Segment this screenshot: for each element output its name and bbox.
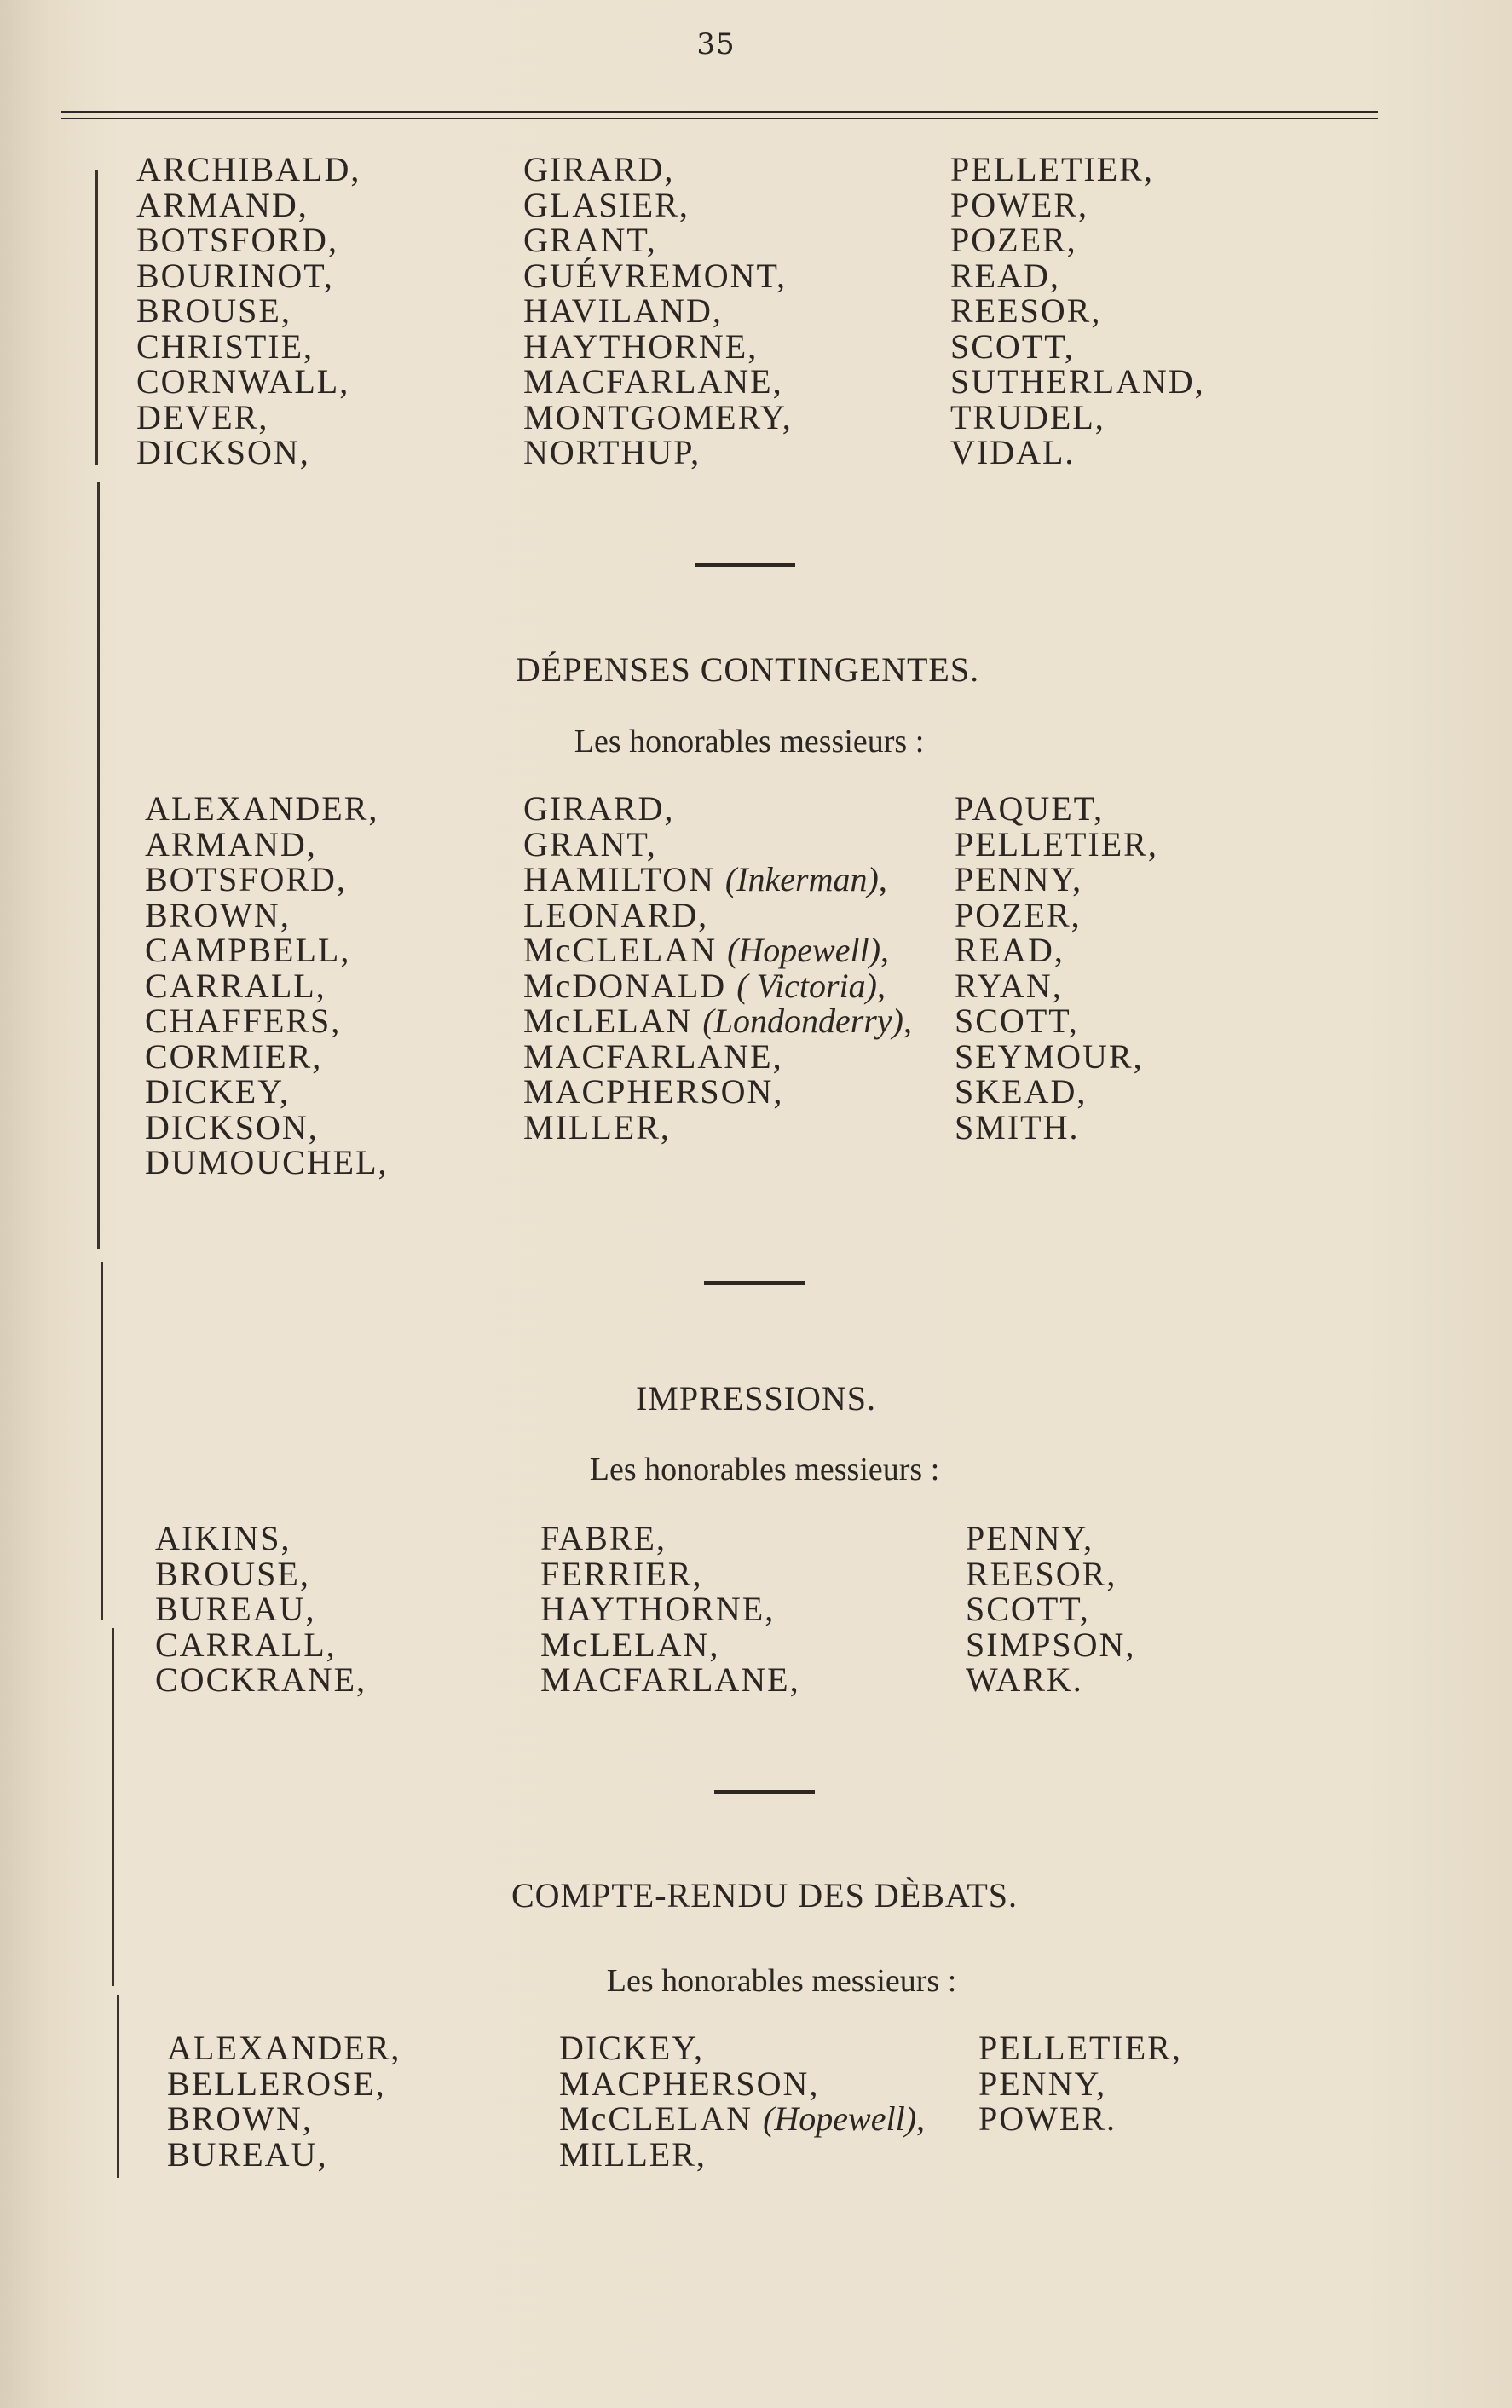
list-item: BOURINOT, bbox=[136, 256, 334, 295]
list-item: CORNWALL, bbox=[136, 362, 350, 401]
header-rule bbox=[61, 118, 1378, 119]
list-item bbox=[145, 791, 389, 827]
list-item: DEVER, bbox=[136, 397, 269, 436]
list-item bbox=[955, 933, 1158, 968]
member-name: ARMAND, bbox=[145, 824, 317, 863]
list-item: GUÉVREMONT, bbox=[523, 256, 788, 295]
list-item bbox=[540, 1662, 800, 1698]
constituency: ( Victoria) bbox=[736, 966, 877, 1005]
impressions-column-3 bbox=[966, 1521, 1135, 1698]
list-item bbox=[167, 2134, 401, 2174]
list-item bbox=[955, 1074, 1158, 1110]
member-name: DICKEY, bbox=[559, 2029, 704, 2067]
member-name: McDONALD bbox=[523, 966, 727, 1005]
member-name: POZER, bbox=[955, 895, 1082, 934]
list-item: BOTSFORD, bbox=[136, 221, 338, 259]
list-item bbox=[955, 1107, 1158, 1146]
list-item: READ, bbox=[950, 256, 1060, 295]
member-name: SIMPSON, bbox=[966, 1625, 1136, 1664]
list-item bbox=[145, 1145, 389, 1181]
list-item bbox=[167, 2101, 401, 2137]
list-item bbox=[523, 791, 914, 827]
list-item bbox=[167, 2066, 401, 2102]
header-rule bbox=[61, 111, 1378, 113]
list-item bbox=[955, 1003, 1158, 1039]
section-intro: Les honorables messieurs : bbox=[589, 1452, 940, 1487]
constituency: (Hopewell) bbox=[763, 2099, 917, 2138]
list-item bbox=[559, 2134, 926, 2174]
member-name: BOTSFORD, bbox=[145, 860, 347, 898]
list-item: REESOR, bbox=[950, 292, 1102, 330]
list-item bbox=[145, 824, 389, 863]
constituency: (Londonderry) bbox=[702, 1002, 903, 1040]
section-divider bbox=[695, 563, 795, 567]
list-item bbox=[955, 862, 1158, 898]
list-item: CHRISTIE, bbox=[136, 326, 314, 366]
member-name: SEYMOUR, bbox=[955, 1037, 1144, 1076]
list-item bbox=[540, 1521, 800, 1556]
member-name: WARK. bbox=[966, 1660, 1083, 1699]
depenses-column-1 bbox=[145, 791, 389, 1181]
list-item bbox=[167, 2030, 401, 2066]
member-name: PENNY, bbox=[978, 2064, 1107, 2103]
section-title-impressions: IMPRESSIONS. bbox=[635, 1379, 877, 1418]
member-name: McLELAN, bbox=[540, 1625, 720, 1664]
member-name: CORMIER, bbox=[145, 1037, 323, 1076]
member-name: HAMILTON bbox=[523, 860, 715, 898]
list-item: GRANT, bbox=[523, 221, 657, 259]
list-item bbox=[955, 791, 1158, 827]
top-names-column-2 bbox=[523, 152, 793, 471]
list-item bbox=[145, 1003, 389, 1039]
member-name: GIRARD, bbox=[523, 789, 675, 828]
list-item bbox=[145, 862, 389, 898]
depenses-column-3 bbox=[955, 791, 1158, 1145]
member-name: FERRIER, bbox=[540, 1554, 703, 1593]
member-name: CAMPBELL, bbox=[145, 931, 351, 969]
margin-rule bbox=[101, 1262, 103, 1620]
list-item bbox=[145, 1107, 389, 1146]
member-name: COCKRANE, bbox=[155, 1660, 367, 1699]
list-item bbox=[540, 1627, 800, 1663]
member-name: DUMOUCHEL, bbox=[145, 1143, 389, 1181]
member-name: BUREAU, bbox=[167, 2134, 328, 2174]
punctuation: , bbox=[903, 1002, 914, 1040]
member-name: SCOTT, bbox=[955, 1002, 1079, 1040]
member-name: SCOTT, bbox=[966, 1590, 1090, 1628]
member-name: MILLER, bbox=[523, 1107, 671, 1146]
list-item: POZER, bbox=[950, 221, 1077, 259]
member-name: PELLETIER, bbox=[978, 2029, 1182, 2067]
list-item bbox=[523, 1039, 914, 1075]
list-item bbox=[540, 1591, 800, 1627]
list-item bbox=[559, 2030, 926, 2066]
member-name: BROWN, bbox=[145, 895, 291, 934]
list-item bbox=[155, 1627, 366, 1663]
list-item bbox=[155, 1662, 366, 1698]
member-name: REESOR, bbox=[966, 1554, 1117, 1593]
list-item bbox=[145, 895, 389, 934]
list-item bbox=[966, 1662, 1135, 1698]
punctuation: , bbox=[916, 2099, 927, 2138]
compte-rendu-column-3 bbox=[978, 2030, 1182, 2137]
compte-rendu-column-2 bbox=[559, 2030, 926, 2172]
list-item: MONTGOMERY, bbox=[523, 397, 793, 436]
member-name: BUREAU, bbox=[155, 1590, 316, 1628]
list-item bbox=[978, 2101, 1182, 2137]
constituency: (Hopewell) bbox=[727, 931, 881, 969]
member-name: MACFARLANE, bbox=[540, 1660, 800, 1699]
member-name: HAYTHORNE, bbox=[540, 1590, 776, 1628]
list-item: HAVILAND, bbox=[523, 292, 723, 330]
member-name: BROWN, bbox=[167, 2099, 313, 2138]
list-item: SUTHERLAND, bbox=[950, 362, 1205, 401]
list-item: TRUDEL, bbox=[950, 397, 1105, 436]
member-name: BROUSE, bbox=[155, 1554, 310, 1593]
member-name: McCLELAN bbox=[523, 931, 718, 969]
list-item: MACFARLANE, bbox=[523, 362, 783, 401]
punctuation: , bbox=[880, 931, 892, 969]
list-item bbox=[978, 2030, 1182, 2066]
list-item bbox=[955, 824, 1158, 863]
list-item bbox=[966, 1521, 1135, 1556]
list-item bbox=[559, 2066, 926, 2102]
punctuation: , bbox=[876, 966, 887, 1005]
constituency: (Inkerman) bbox=[724, 860, 879, 898]
list-item bbox=[523, 1107, 914, 1146]
list-item bbox=[955, 895, 1158, 934]
member-name: GRANT, bbox=[523, 824, 657, 863]
impressions-column-1 bbox=[155, 1521, 366, 1698]
member-name: MACPHERSON, bbox=[523, 1072, 784, 1111]
list-item: PELLETIER, bbox=[950, 150, 1154, 188]
list-item: VIDAL. bbox=[950, 433, 1076, 471]
margin-rule bbox=[97, 482, 100, 1249]
list-item bbox=[523, 933, 914, 968]
member-name: BELLEROSE, bbox=[167, 2064, 386, 2103]
list-item bbox=[955, 968, 1158, 1004]
section-divider bbox=[714, 1790, 815, 1794]
member-name: POWER. bbox=[978, 2099, 1117, 2138]
list-item bbox=[155, 1521, 366, 1556]
margin-rule bbox=[95, 170, 98, 465]
list-item: DICKSON, bbox=[136, 433, 310, 471]
list-item bbox=[155, 1591, 366, 1627]
list-item bbox=[966, 1556, 1135, 1592]
member-name: READ, bbox=[955, 931, 1065, 969]
member-name: McLELAN bbox=[523, 1002, 693, 1040]
list-item bbox=[966, 1591, 1135, 1627]
member-name: MACFARLANE, bbox=[523, 1037, 783, 1076]
top-names-column-1 bbox=[136, 152, 361, 471]
list-item: GIRARD, bbox=[523, 150, 675, 188]
section-title-compte-rendu: COMPTE-RENDU DES DÈBATS. bbox=[511, 1876, 1019, 1914]
member-name: CARRALL, bbox=[145, 966, 326, 1005]
list-item: ARCHIBALD, bbox=[136, 150, 361, 188]
section-title-depenses: DÉPENSES CONTINGENTES. bbox=[515, 650, 980, 689]
member-name: RYAN, bbox=[955, 966, 1063, 1005]
member-name: ALEXANDER, bbox=[145, 789, 379, 828]
member-name: CARRALL, bbox=[155, 1625, 337, 1664]
list-item bbox=[955, 1039, 1158, 1075]
list-item bbox=[523, 895, 914, 934]
list-item: NORTHUP, bbox=[523, 433, 701, 471]
list-item bbox=[155, 1556, 366, 1592]
top-names-column-3 bbox=[950, 152, 1205, 471]
member-name: LEONARD, bbox=[523, 895, 709, 934]
member-name: PENNY, bbox=[966, 1519, 1094, 1557]
member-name: DICKSON, bbox=[145, 1107, 319, 1146]
section-intro: Les honorables messieurs : bbox=[574, 724, 925, 759]
member-name: PELLETIER, bbox=[955, 824, 1158, 863]
member-name: PAQUET, bbox=[955, 789, 1105, 828]
member-name: PENNY, bbox=[955, 860, 1083, 898]
member-name: SKEAD, bbox=[955, 1072, 1088, 1111]
list-item bbox=[559, 2101, 926, 2137]
list-item bbox=[966, 1627, 1135, 1663]
member-name: SMITH. bbox=[955, 1107, 1080, 1146]
section-intro: Les honorables messieurs : bbox=[606, 1963, 957, 1999]
member-name: DICKEY, bbox=[145, 1072, 290, 1111]
list-item: HAYTHORNE, bbox=[523, 326, 759, 366]
list-item bbox=[523, 1003, 914, 1039]
list-item bbox=[540, 1556, 800, 1592]
member-name: MACPHERSON, bbox=[559, 2064, 820, 2103]
compte-rendu-column-1 bbox=[167, 2030, 401, 2172]
list-item: GLASIER, bbox=[523, 185, 690, 224]
list-item: BROUSE, bbox=[136, 292, 291, 330]
member-name: FABRE, bbox=[540, 1519, 667, 1557]
list-item bbox=[523, 968, 914, 1004]
member-name: MILLER, bbox=[559, 2134, 707, 2174]
member-name: ALEXANDER, bbox=[167, 2029, 401, 2067]
punctuation: , bbox=[878, 860, 889, 898]
section-divider bbox=[704, 1281, 805, 1285]
page-number: 35 bbox=[696, 27, 736, 61]
margin-rule bbox=[112, 1628, 114, 1986]
member-name: AIKINS, bbox=[155, 1519, 291, 1557]
list-item bbox=[145, 1039, 389, 1075]
member-name: McCLELAN bbox=[559, 2099, 753, 2138]
list-item bbox=[145, 933, 389, 968]
list-item bbox=[523, 862, 914, 898]
list-item: POWER, bbox=[950, 185, 1088, 224]
list-item bbox=[523, 1074, 914, 1110]
list-item: ARMAND, bbox=[136, 185, 309, 224]
list-item bbox=[978, 2066, 1182, 2102]
depenses-column-2 bbox=[523, 791, 914, 1145]
impressions-column-2 bbox=[540, 1521, 800, 1698]
member-name: CHAFFERS, bbox=[145, 1002, 342, 1040]
margin-rule bbox=[117, 1995, 119, 2178]
list-item bbox=[145, 968, 389, 1004]
list-item bbox=[523, 824, 914, 863]
list-item bbox=[145, 1074, 389, 1110]
list-item: SCOTT, bbox=[950, 326, 1075, 366]
